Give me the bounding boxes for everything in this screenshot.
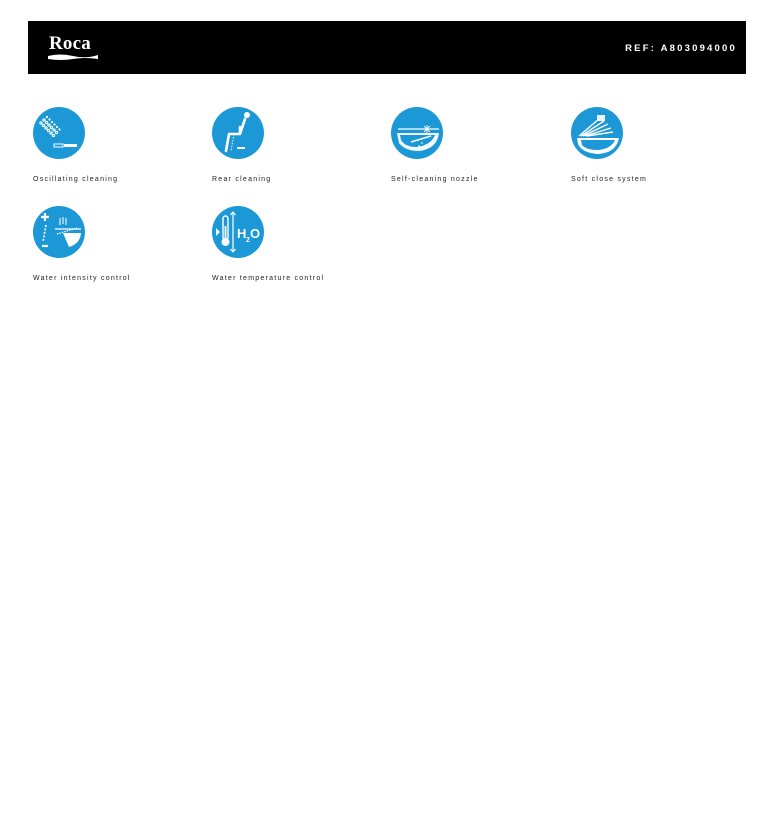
logo-wave-icon [48, 52, 98, 60]
svg-text:O: O [250, 226, 261, 241]
water-temperature-icon [212, 206, 264, 258]
feature-label: Self-cleaning nozzle [391, 176, 479, 183]
oscillating-cleaning-icon [33, 107, 85, 159]
soft-close-icon [571, 107, 623, 159]
svg-text:H: H [237, 226, 247, 241]
header-bar [28, 21, 746, 74]
water-intensity-icon [33, 206, 85, 258]
reference-number: REF: A803094000 [625, 43, 737, 54]
roca-logo [48, 33, 100, 61]
brand-name: Roca [49, 33, 91, 54]
feature-label: Soft close system [571, 176, 648, 183]
rear-cleaning-icon [212, 107, 264, 159]
feature-label: Water temperature control [212, 275, 325, 282]
feature-label: Water intensity control [33, 275, 131, 282]
svg-text:2: 2 [246, 237, 250, 244]
feature-label: Rear cleaning [212, 176, 272, 183]
self-cleaning-nozzle-icon [391, 107, 443, 159]
feature-label: Oscillating cleaning [33, 176, 119, 183]
